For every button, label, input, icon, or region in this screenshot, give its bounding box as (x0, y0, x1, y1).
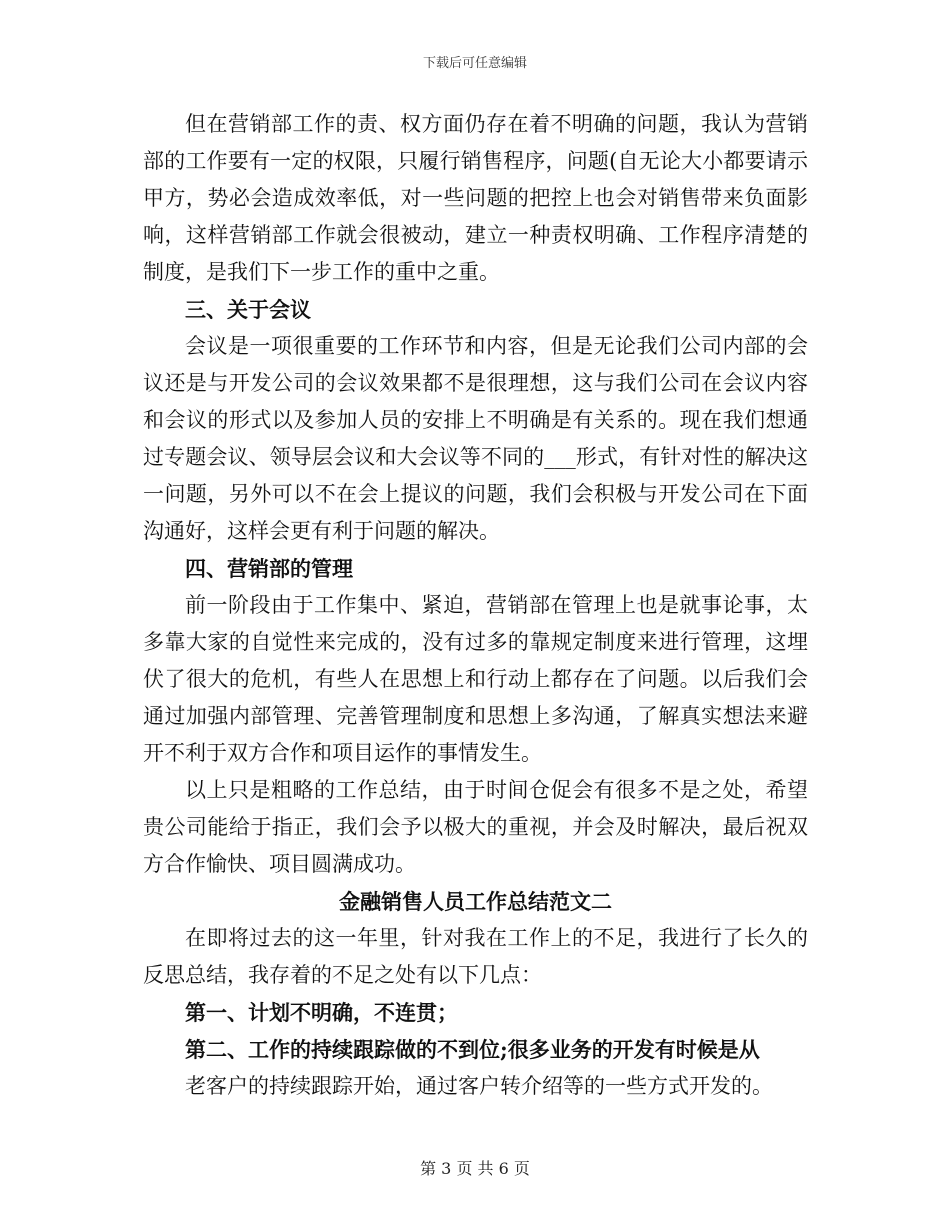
page-number: 第 3 页 共 6 页 (420, 1159, 530, 1178)
paragraph: 以上只是粗略的工作总结，由于时间仓促会有很多不是之处，希望贵公司能给于指正，我们会予以极大的重视，并会及时解决，最后祝双方合作愉快、项目圆满成功。 (143, 778, 808, 876)
paragraph: 在即将过去的这一年里，针对我在工作上的不足，我进行了长久的反思总结，我存着的不足之处有以下几点： (143, 926, 808, 987)
section-heading-management: 四、营销部的管理 (185, 556, 353, 581)
paragraph: 老客户的持续跟踪开始，通过客户转介绍等的一些方式开发的。 (185, 1074, 773, 1098)
section-heading-meetings: 三、关于会议 (185, 297, 311, 322)
paragraph: 会议是一项很重要的工作环节和内容，但是无论我们公司内部的会议还是与开发公司的会议效果都不是很理想，这与我们公司在会议内容和会议的形式以及参加人员的安排上不明确是有关系的。现在我们想通过专题会议、领导层会议和大会议等不同的___形式，有针对性的解决这一问题，另外可以不在会上提议的问题，我们会积极与开发公司在下面沟通好，这样会更有利于问题的解决。 (143, 334, 808, 543)
paragraph: 但在营销部工作的责、权方面仍存在着不明确的问题，我认为营销部的工作要有一定的权限，只履行销售程序，问题(自无论大小都要请示甲方，势必会造成效率低，对一些问题的把控上也会对销售带来负面影响，这样营销部工作就会很被动，建立一种责权明确、工作程序清楚的制度，是我们下一步工作的重中之重。 (143, 112, 808, 284)
document-body (143, 106, 808, 1105)
article-title: 金融销售人员工作总结范文二 (339, 889, 612, 914)
point-heading-1: 第一、计划不明确，不连贯； (185, 1000, 458, 1025)
paragraph: 前一阶段由于工作集中、紧迫，营销部在管理上也是就事论事，太多靠大家的自觉性来完成的，没有过多的靠规定制度来进行管理，这埋伏了很大的危机，有些人在思想上和行动上都存在了问题。以后我们会通过加强内部管理、完善管理制度和思想上多沟通，了解真实想法来避开不利于双方合作和项目运作的事情发生。 (143, 593, 808, 765)
page-header: 下载后可任意编辑 (422, 56, 527, 71)
point-heading-2: 第二、工作的持续跟踪做的不到位;很多业务的开发有时候是从 (185, 1037, 760, 1062)
